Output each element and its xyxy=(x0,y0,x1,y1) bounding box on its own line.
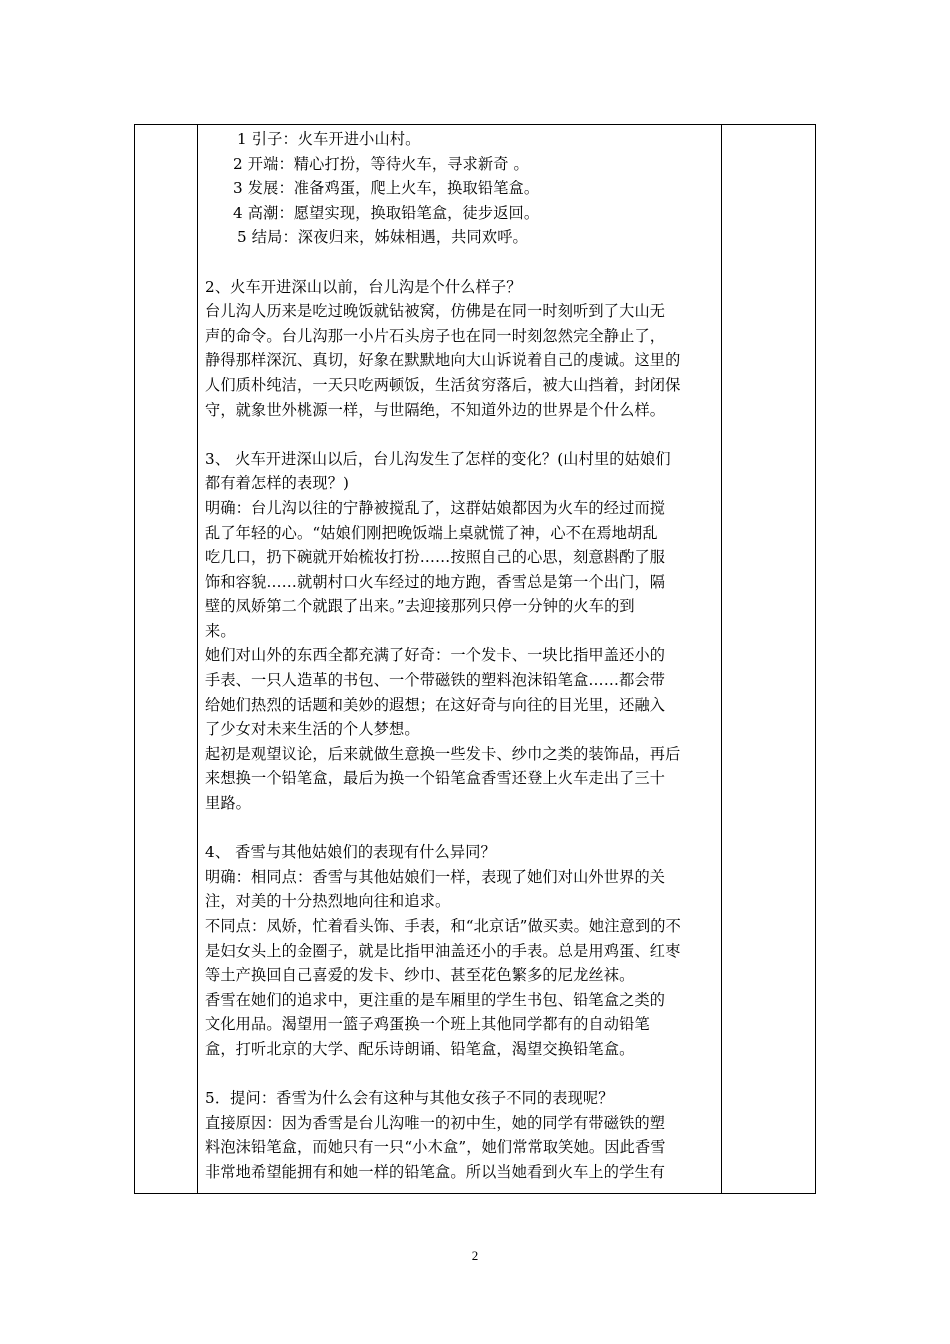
answer-3-line: 给她们热烈的话题和美妙的遐想；在这好奇与向往的目光里，还融入 xyxy=(205,695,666,714)
question-2: 2、火车开进深山以前，台儿沟是个什么样子？ xyxy=(205,277,522,296)
answer-3-line: 起初是观望议论，后来就做生意换一些发卡、纱巾之类的装饰品，再后 xyxy=(205,744,681,763)
outline-item: 4 高潮：愿望实现，换取铅笔盒，徒步返回。 xyxy=(233,203,540,222)
answer-5-line: 非常地希望能拥有和她一样的铅笔盒。所以当她看到火车上的学生有 xyxy=(205,1162,666,1181)
answer-3-line: 乱了年轻的心。“姑娘们刚把晚饭端上桌就慌了神，心不在焉地胡乱 xyxy=(205,523,658,542)
answer-3-line: 里路。 xyxy=(205,794,252,813)
answer-4-line: 是妇女头上的金圈子，就是比指甲油盖还小的手表。总是用鸡蛋、红枣 xyxy=(205,941,681,960)
answer-4-line: 香雪在她们的追求中，更注重的是车厢里的学生书包、铅笔盒之类的 xyxy=(205,990,666,1009)
answer-3-line: 吃几口，扔下碗就开始梳妆打扮……按照自己的心思，刻意斟酌了服 xyxy=(205,548,666,567)
outline-item: 5 结局：深夜归来，姊妹相遇，共同欢呼。 xyxy=(237,228,528,247)
lesson-table xyxy=(134,124,816,1194)
table-column-divider-right xyxy=(721,125,722,1193)
lesson-content xyxy=(205,127,717,1185)
answer-2-line: 守，就象世外桃源一样，与世隔绝，不知道外边的世界是个什么样。 xyxy=(205,400,666,419)
answer-3-line: 明确：台儿沟以往的宁静被搅乱了，这群姑娘都因为火车的经过而搅 xyxy=(205,498,666,517)
answer-4-line: 盒，打听北京的大学、配乐诗朗诵、铅笔盒，渴望交换铅笔盒。 xyxy=(205,1039,635,1058)
question-5: 5．提问：香雪为什么会有这种与其他女孩子不同的表现呢？ xyxy=(205,1089,614,1108)
answer-2-line: 人们质朴纯洁，一天只吃两顿饭，生活贫穷落后，被大山挡着，封闭保 xyxy=(205,375,681,394)
answer-3-line: 饰和容貌……就朝村口火车经过的地方跑，香雪总是第一个出门，隔 xyxy=(205,572,666,591)
answer-5-line: 直接原因：因为香雪是台儿沟唯一的初中生，她的同学有带磁铁的塑 xyxy=(205,1113,666,1132)
outline-item: 3 发展：准备鸡蛋，爬上火车，换取铅笔盒。 xyxy=(233,179,540,198)
blank-line xyxy=(205,250,717,275)
blank-line xyxy=(205,816,717,841)
answer-3-line: 她们对山外的东西全都充满了好奇：一个发卡、一块比指甲盖还小的 xyxy=(205,646,666,665)
outline-item: 2 开端：精心打扮，等待火车，寻求新奇 。 xyxy=(233,154,529,173)
question-4: 4、 香雪与其他姑娘们的表现有什么异同？ xyxy=(205,843,496,862)
blank-line xyxy=(205,1062,717,1087)
answer-4-line: 注，对美的十分热烈地向往和追求。 xyxy=(205,892,451,911)
answer-5-line: 料泡沫铅笔盒，而她只有一只“小木盒”，她们常常取笑她。因此香雪 xyxy=(205,1138,666,1157)
answer-3-line: 壁的凤娇第二个就跟了出来。”去迎接那列只停一分钟的火车的到 xyxy=(205,597,635,616)
answer-2-line: 声的命令。台儿沟那一小片石头房子也在同一时刻忽然完全静止了， xyxy=(205,326,666,345)
question-3-line: 3、 火车开进深山以后，台儿沟发生了怎样的变化？(山村里的姑娘们 xyxy=(205,449,671,468)
outline-item: 1 引子：火车开进小山村。 xyxy=(237,130,421,148)
answer-2-line: 静得那样深沉、真切，好象在默默地向大山诉说着自己的虔诚。这里的 xyxy=(205,351,681,370)
blank-line xyxy=(205,422,717,447)
question-3-line: 都有着怎样的表现？) xyxy=(205,474,350,493)
answer-4-line: 明确：相同点：香雪与其他姑娘们一样，表现了她们对山外世界的关 xyxy=(205,867,666,886)
answer-3-line: 来。 xyxy=(205,621,236,640)
answer-4-line: 不同点：凤娇，忙着看头饰、手表，和“北京话”做买卖。她注意到的不 xyxy=(205,917,681,935)
answer-3-line: 来想换一个铅笔盒，最后为换一个铅笔盒香雪还登上火车走出了三十 xyxy=(205,769,666,788)
answer-3-line: 手表、一只人造革的书包、一个带磁铁的塑料泡沫铅笔盒……都会带 xyxy=(205,671,666,690)
table-column-divider-left xyxy=(197,125,198,1193)
page-number: 2 xyxy=(471,1248,479,1263)
answer-3-line: 了少女对未来生活的个人梦想。 xyxy=(205,720,420,739)
answer-4-line: 等土产换回自己喜爱的发卡、纱巾、甚至花色繁多的尼龙丝袜。 xyxy=(205,966,635,985)
answer-2-line: 台儿沟人历来是吃过晚饭就钻被窝，仿佛是在同一时刻听到了大山无 xyxy=(205,302,666,321)
answer-4-line: 文化用品。渴望用一篮子鸡蛋换一个班上其他同学都有的自动铅笔 xyxy=(205,1015,650,1034)
